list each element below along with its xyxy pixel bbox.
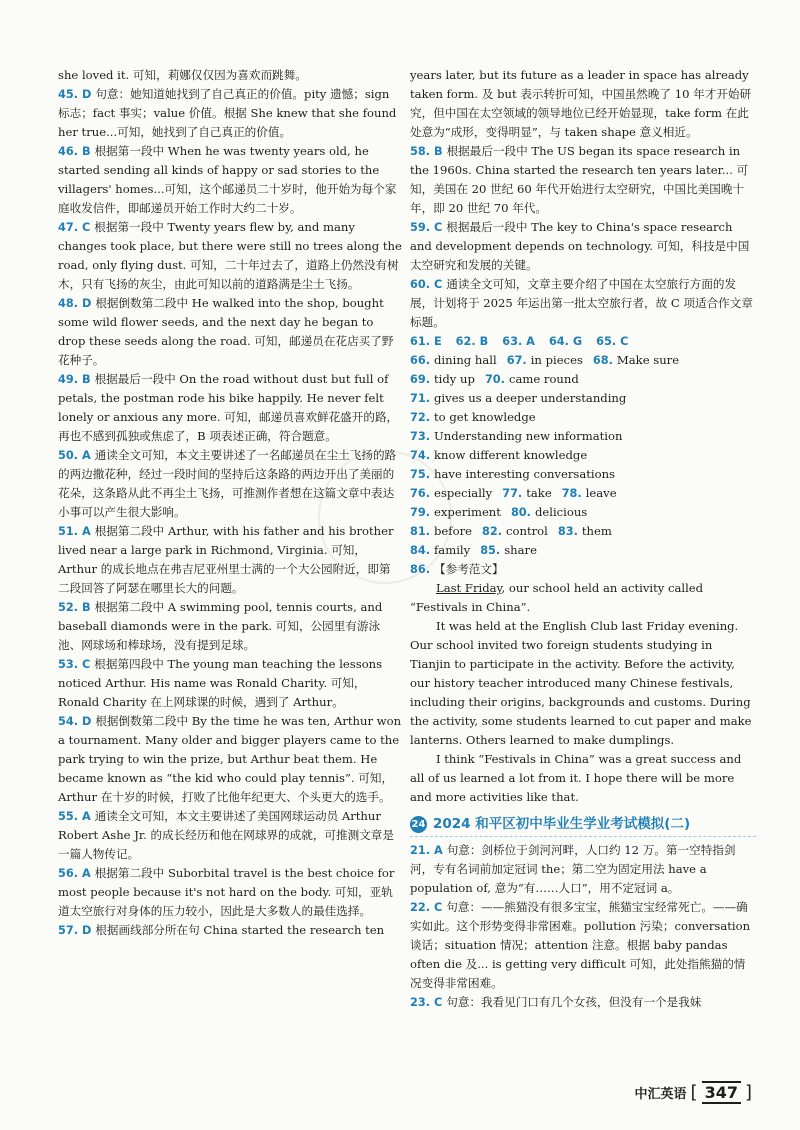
answer-item — [58, 522, 402, 598]
question-number: 69. — [410, 373, 431, 386]
explanation-text: 句意：剑桥位于剑河河畔，人口约 12 万。第一空特指剑河，专有名词前加定冠词 the；第二空为固定用法 have a population of, 意为“有……人口”，用不定冠词 a。 — [410, 843, 736, 895]
answer-pair — [410, 467, 615, 481]
answer-text: especially — [434, 486, 493, 500]
question-number: 21. A — [410, 844, 443, 857]
answer-pair — [485, 372, 579, 386]
question-number: 79. — [410, 506, 431, 519]
answer-pair — [511, 505, 587, 519]
answer-item — [410, 218, 756, 275]
answer-pair — [410, 353, 497, 367]
question-number: 60. C — [410, 278, 443, 291]
question-number: 70. — [484, 373, 505, 386]
answer-pair — [480, 543, 537, 557]
answer-text: take — [526, 486, 552, 500]
answer-item — [58, 655, 402, 712]
explanation-text: 根据第二段中 Arthur, with his father and his brother lived near a large park in Richmond, Virginia. 可知，Arthur 的成长地点在弗吉尼亚州里士满的一个大公园附近，即第二段回答了阿瑟在哪里长大的问题。 — [58, 524, 394, 595]
question-number: 61. E — [410, 335, 442, 348]
question-number: 50. A — [58, 449, 91, 462]
question-number: 71. — [410, 392, 431, 405]
question-number: 46. B — [58, 145, 91, 158]
answer-line — [410, 332, 756, 351]
explanation-text: 根据第二段中 A swimming pool, tennis courts, and baseball diamonds were in the park. 可知，公园里有游泳池、网球场和棒球场，没有提到足球。 — [58, 600, 383, 652]
question-number: 85. — [480, 544, 501, 557]
answer-item — [58, 807, 402, 864]
answer-text: came round — [508, 372, 579, 386]
question-number: 66. — [410, 354, 431, 367]
answer-line — [410, 427, 756, 446]
answer-text: Understanding new information — [434, 429, 623, 443]
answer-item — [58, 66, 402, 85]
question-number: 49. B — [58, 373, 91, 386]
answer-pair — [410, 429, 622, 443]
answer-pair — [410, 486, 492, 500]
answer-text: to get knowledge — [434, 410, 536, 424]
answer-line — [410, 522, 756, 541]
answer-text: tidy up — [434, 372, 475, 386]
answer-text: experiment — [434, 505, 501, 519]
question-number: 81. — [410, 525, 431, 538]
answer-pair — [596, 334, 632, 348]
question-number: 23. C — [410, 996, 443, 1009]
explanation-text: 根据最后一段中 The key to China's space research and development depends on technology. 可知，科技是中国太空研究和发展的关键。 — [410, 220, 750, 272]
answer-pair — [410, 391, 626, 405]
page-footer: 中汇英语 [ 347 ] — [634, 1082, 752, 1103]
explanation-text: 根据倒数第二段中 By the time he was ten, Arthur won a tournament. Many older and bigger players came to the park trying to win the prize, but Arthur beat them. He became known as “the kid who could play tennis”. 可知，Arthur 在十岁的时候，打败了比他年纪更大、个头更大的选手。 — [58, 714, 402, 804]
essay-title-underlined: Last Friday — [436, 581, 502, 595]
answer-text: know different knowledge — [434, 448, 588, 462]
answer-line — [410, 541, 756, 560]
answer-text: in pieces — [530, 353, 583, 367]
answer-pair — [410, 448, 587, 462]
question-number: 78. — [561, 487, 582, 500]
answer-pair — [410, 334, 446, 348]
answer-pair — [410, 410, 536, 424]
answer-line — [410, 408, 756, 427]
book-title: 中汇英语 — [634, 1087, 687, 1102]
answer-pair — [562, 486, 617, 500]
explanation-text: 根据最后一段中 The US began its space research in the 1960s. China started the research ten years later... 可知，美国在 20 世纪 60 年代开始进行太空研究，中国比美国晚十年，即 20 世纪 70 年代。 — [410, 144, 749, 215]
answer-item — [58, 142, 402, 218]
page-number: 347 — [702, 1081, 741, 1104]
answer-item — [58, 294, 402, 370]
answer-item — [410, 142, 756, 218]
section-answer-explanations — [410, 841, 756, 1012]
answer-pair — [410, 524, 472, 538]
essay-title-rest: , our school held an activity called “Festivals in China”. — [410, 581, 704, 614]
explanation-text: 通读全文可知，本文主要讲述了一名邮递员在尘土飞扬的路的两边撒花种，经过一段时间的坚持后这条路的两边开出了美丽的花朵，这条路从此不再尘土飞扬，可推测作者想在这篇文章中表达小事可以产生很大影响。 — [58, 448, 397, 519]
answer-explanations-right — [410, 66, 756, 332]
answer-pair — [410, 543, 470, 557]
explanation-text: 根据最后一段中 On the road without dust but full of petals, the postman rode his bike happily. He never felt lonely or anxious any more. 可知，邮递员喜欢鲜花盛开的路，再也不感到孤独或焦虑了，B 项表述正确，符合题意。 — [58, 372, 399, 443]
explanation-text: she loved it. 可知，莉娜仅仅因为喜欢而跳舞。 — [58, 68, 307, 82]
explanation-text: 根据第一段中 When he was twenty years old, he started sending all kinds of happy or sad stories to the villagers' homes...可知，这个邮递员二十岁时，他开始为每个家庭收发信件，即邮递员开始工作时大约二十岁。 — [58, 144, 397, 215]
answer-text: control — [506, 524, 548, 538]
answer-text: leave — [585, 486, 617, 500]
explanation-text: years later, but its future as a leader in space has already taken form. 及 but 表示转折可知，中国虽然晚了 10 年才开始研究，但中国在太空领域的领导地位已经开始显现，take form 在此处意为“成形，变得明显”，与 taken shape 意义相近。 — [410, 68, 752, 139]
explanation-text: 通读全文可知，文章主要介绍了中国在太空旅行方面的发展，计划将于 2025 年运出第一批太空旅行者，故 C 项适合作文章标题。 — [410, 277, 753, 329]
question-number: 56. A — [58, 867, 91, 880]
answer-pair — [482, 524, 548, 538]
explanation-text: 根据倒数第二段中 He walked into the shop, bought some wild flower seeds, and the next day he began to drop these seeds along the road. 可知，邮递员在花店买了野花种子。 — [58, 296, 394, 367]
question-number: 54. D — [58, 715, 92, 728]
explanation-text: 根据第一段中 Twenty years flew by, and many changes took place, but there were still no trees along the road, only flying dust. 可知，二十年过去了，道路上仍然没有树木，只有飞扬的灰尘，由此可知以前的道路满是尘土飞扬。 — [58, 220, 402, 291]
question-number: 84. — [410, 544, 431, 557]
question-number: 76. — [410, 487, 431, 500]
question-number: 57. D — [58, 924, 92, 937]
question-number: 45. D — [58, 88, 92, 101]
question-number: 67. — [506, 354, 527, 367]
answer-pair — [410, 505, 501, 519]
answer-pair — [593, 353, 679, 367]
answer-pair — [502, 486, 551, 500]
answer-text: before — [434, 524, 472, 538]
question-number: 64. G — [548, 335, 583, 348]
answer-pair — [410, 372, 475, 386]
answer-line — [410, 389, 756, 408]
answer-key-list — [410, 332, 756, 560]
explanation-text: 根据画线部分所在句 China started the research ten — [95, 923, 385, 937]
answer-item — [410, 841, 756, 898]
question-number: 73. — [410, 430, 431, 443]
answer-pair — [502, 334, 539, 348]
question-number: 55. A — [58, 810, 91, 823]
reference-essay — [410, 560, 756, 807]
answer-pair — [558, 524, 612, 538]
answer-text: family — [434, 543, 471, 557]
answer-item — [58, 85, 402, 142]
question-number: 72. — [410, 411, 431, 424]
answer-item — [58, 218, 402, 294]
answer-item — [58, 921, 402, 940]
answer-item — [410, 993, 756, 1012]
section-heading — [410, 815, 756, 837]
question-number: 22. C — [410, 901, 443, 914]
question-number: 80. — [510, 506, 531, 519]
answer-pair — [456, 334, 493, 348]
question-number: 65. C — [596, 335, 629, 348]
question-number: 77. — [502, 487, 523, 500]
answer-line — [410, 503, 756, 522]
answer-text: share — [504, 543, 537, 557]
answer-pair — [507, 353, 583, 367]
question-number: 47. C — [58, 221, 91, 234]
question-number: 83. — [557, 525, 578, 538]
answer-item — [58, 370, 402, 446]
question-number: 52. B — [58, 601, 91, 614]
section-badge: 24 — [410, 816, 427, 833]
essay-number: 86. — [410, 563, 431, 576]
answer-text: have interesting conversations — [434, 467, 615, 481]
answer-item — [410, 275, 756, 332]
explanation-text: 根据第二段中 Suborbital travel is the best choice for most people because it's not hard on the body. 可知，亚轨道太空旅行对身体的压力较小，因此是大多数人的最佳选择。 — [58, 866, 395, 918]
question-number: 51. A — [58, 525, 91, 538]
question-number: 68. — [592, 354, 613, 367]
question-number: 59. C — [410, 221, 443, 234]
explanation-text: 句意：我看见门口有几个女孩，但没有一个是我妹 — [446, 995, 702, 1009]
answer-line — [410, 446, 756, 465]
essay-paragraph: I think “Festivals in China” was a great success and all of us learned a lot from it. I hope there will be more and more activities like that. — [410, 752, 742, 804]
question-number: 82. — [481, 525, 502, 538]
right-column — [410, 66, 756, 1012]
answer-item — [410, 66, 756, 142]
answer-item — [410, 898, 756, 993]
answer-item — [58, 864, 402, 921]
explanation-text: 句意：——熊猫没有很多宝宝，熊猫宝宝经常死亡。——确实如此。这个形势变得非常困难。pollution 污染；conversation 谈话；situation 情况；attention 注意。根据 baby pandas often die 及... is getting very difficult 可知，此处指熊猫的情况变得非常困难。 — [410, 900, 751, 990]
essay-paragraph: It was held at the English Club last Friday evening. Our school invited two foreign students studying in Tianjin to participate in the activity. Before the activity, our history teacher introduced many Chinese festivals, including their origins, backgrounds and customs. During the activity, some students learned to cut paper and make lanterns. Others learned to make dumplings. — [410, 619, 752, 747]
answer-line — [410, 370, 756, 389]
answer-line — [410, 484, 756, 503]
answer-text: them — [581, 524, 612, 538]
answer-text: gives us a deeper understanding — [434, 391, 627, 405]
answer-text: Make sure — [616, 353, 680, 367]
question-number: 62. B — [455, 335, 489, 348]
answer-item — [58, 446, 402, 522]
question-number: 58. B — [410, 145, 443, 158]
answer-line — [410, 465, 756, 484]
answer-text: dining hall — [434, 353, 497, 367]
left-column — [58, 66, 402, 940]
question-number: 63. A — [502, 335, 535, 348]
answer-item — [58, 598, 402, 655]
explanation-text: 句意：她知道她找到了自己真正的价值。pity 遗憾；sign 标志；fact 事实；value 价值。根据 She knew that she found her true...可知，她找到了自己真正的价值。 — [58, 87, 397, 139]
question-number: 53. C — [58, 658, 91, 671]
explanation-text: 通读全文可知，本文主要讲述了美国网球运动员 Arthur Robert Ashe Jr. 的成长经历和他在网球界的成就，可推测文章是一篇人物传记。 — [58, 809, 394, 861]
explanation-text: 根据第四段中 The young man teaching the lessons noticed Arthur. His name was Ronald Charity. 可知，Ronald Charity 在上网球课的时候，遇到了 Arthur。 — [58, 657, 383, 709]
answer-pair — [549, 334, 586, 348]
section-title: 2024 和平区初中毕业生学业考试模拟(二) — [433, 816, 691, 832]
question-number: 48. D — [58, 297, 92, 310]
question-number: 75. — [410, 468, 431, 481]
question-number: 74. — [410, 449, 431, 462]
answer-item — [58, 712, 402, 807]
essay-label: 【参考范文】 — [434, 562, 504, 576]
answer-text: delicious — [534, 505, 588, 519]
answer-line — [410, 351, 756, 370]
